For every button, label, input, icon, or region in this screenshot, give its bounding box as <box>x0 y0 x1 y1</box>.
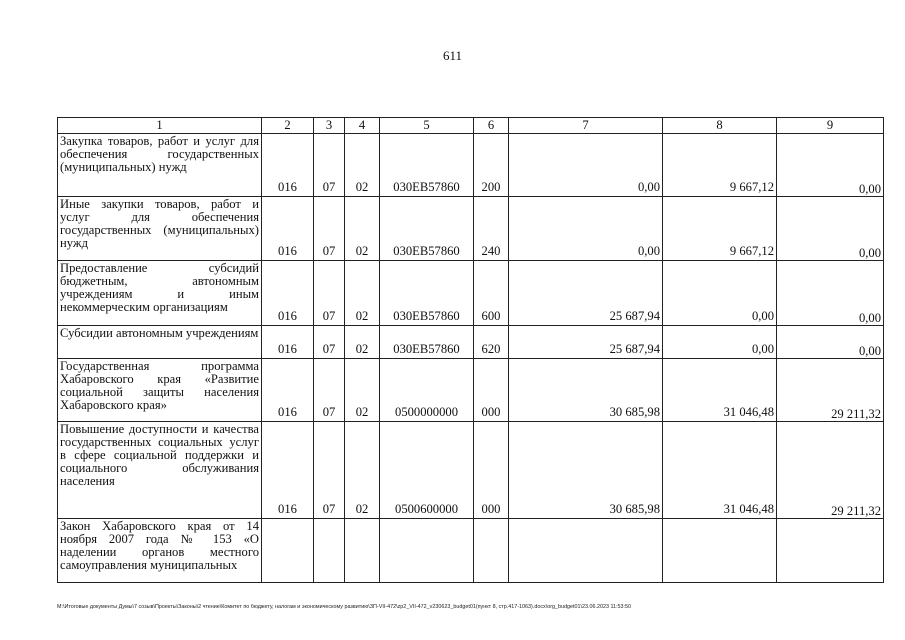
row-name: Закон Хабаровского края от 14 ноября 2007 года № 153 «О наделении органов местного самоуправления муниципальных <box>58 519 262 583</box>
cell-target: 030ЕВ57860 <box>380 261 474 326</box>
cell-amount-7: 30 685,98 <box>509 422 663 519</box>
cell-section: 07 <box>314 261 345 326</box>
cell-subsection: 02 <box>345 261 380 326</box>
row-name: Государственная программа Хабаровского края «Развитие социальной защиты населения Хабаровского края» <box>58 359 262 422</box>
cell-subsection: 02 <box>345 422 380 519</box>
table-row <box>58 422 884 519</box>
column-header: 9 <box>777 118 884 134</box>
table-row <box>58 197 884 261</box>
cell-amount-9: 0,00 <box>777 197 884 261</box>
cell-expense-type: 000 <box>474 422 509 519</box>
cell-target: 0500600000 <box>380 422 474 519</box>
budget-table <box>57 117 884 583</box>
cell-ministry: 016 <box>262 326 314 359</box>
cell-amount-8: 0,00 <box>663 261 777 326</box>
cell-amount-9: 29 211,32 <box>777 422 884 519</box>
cell-section: 07 <box>314 359 345 422</box>
cell-amount-9: 29 211,32 <box>777 359 884 422</box>
table-row <box>58 519 884 583</box>
cell-subsection: 02 <box>345 326 380 359</box>
column-header: 2 <box>262 118 314 134</box>
cell-amount-8: 0,00 <box>663 326 777 359</box>
cell-amount-9: 0,00 <box>777 326 884 359</box>
row-name: Предоставление субсидий бюджетным, автономным учреждениям и иным некоммерческим организациям <box>58 261 262 326</box>
cell-ministry <box>262 519 314 583</box>
cell-subsection <box>345 519 380 583</box>
row-name: Субсидии автономным учреждениям <box>58 326 262 359</box>
column-header: 4 <box>345 118 380 134</box>
page-number: 611 <box>442 48 463 63</box>
cell-amount-7: 0,00 <box>509 197 663 261</box>
column-header: 3 <box>314 118 345 134</box>
cell-section <box>314 519 345 583</box>
cell-target: 030ЕВ57860 <box>380 197 474 261</box>
table-row <box>58 359 884 422</box>
cell-ministry: 016 <box>262 422 314 519</box>
column-header: 1 <box>58 118 262 134</box>
row-name: Повышение доступности и качества государственных социальных услуг в сфере социальной поддержки и социального обслуживания населения <box>58 422 262 519</box>
table-row <box>58 326 884 359</box>
cell-section: 07 <box>314 326 345 359</box>
cell-expense-type <box>474 519 509 583</box>
cell-amount-8 <box>663 519 777 583</box>
cell-amount-7: 30 685,98 <box>509 359 663 422</box>
cell-amount-7: 25 687,94 <box>509 261 663 326</box>
cell-subsection: 02 <box>345 197 380 261</box>
cell-target <box>380 519 474 583</box>
cell-ministry: 016 <box>262 359 314 422</box>
table-header-row <box>58 118 884 134</box>
row-name: Иные закупки товаров, работ и услуг для обеспечения государственных (муниципальных) нужд <box>58 197 262 261</box>
column-header: 7 <box>509 118 663 134</box>
cell-ministry: 016 <box>262 261 314 326</box>
column-header: 5 <box>380 118 474 134</box>
cell-target: 0500000000 <box>380 359 474 422</box>
table-row <box>58 134 884 197</box>
cell-amount-8: 31 046,48 <box>663 422 777 519</box>
cell-ministry: 016 <box>262 134 314 197</box>
cell-amount-9: 0,00 <box>777 261 884 326</box>
cell-expense-type: 600 <box>474 261 509 326</box>
column-header: 8 <box>663 118 777 134</box>
cell-section: 07 <box>314 134 345 197</box>
cell-target: 030ЕВ57860 <box>380 134 474 197</box>
cell-amount-7: 0,00 <box>509 134 663 197</box>
column-header: 6 <box>474 118 509 134</box>
cell-amount-8: 9 667,12 <box>663 197 777 261</box>
cell-amount-9 <box>777 519 884 583</box>
cell-amount-8: 31 046,48 <box>663 359 777 422</box>
cell-subsection: 02 <box>345 359 380 422</box>
cell-section: 07 <box>314 422 345 519</box>
row-name: Закупка товаров, работ и услуг для обеспечения государственных (муниципальных) нужд <box>58 134 262 197</box>
cell-amount-9: 0,00 <box>777 134 884 197</box>
cell-ministry: 016 <box>262 197 314 261</box>
file-path-footer: M:\Итоговые документы Думы\7 созыв\Проекты\Законы\2 чтение\Комитет по бюджету, налогам и экономическому развитию\ЗП-VII-472\zp2_VII-472_v230623_budget01(пункт 8, стр.417-1063).docx\org_budget01\23.06.2023 11:53:50 <box>57 604 632 610</box>
cell-expense-type: 000 <box>474 359 509 422</box>
cell-amount-8: 9 667,12 <box>663 134 777 197</box>
cell-expense-type: 200 <box>474 134 509 197</box>
cell-target: 030ЕВ57860 <box>380 326 474 359</box>
cell-section: 07 <box>314 197 345 261</box>
cell-amount-7 <box>509 519 663 583</box>
cell-amount-7: 25 687,94 <box>509 326 663 359</box>
cell-expense-type: 240 <box>474 197 509 261</box>
cell-subsection: 02 <box>345 134 380 197</box>
table-row <box>58 261 884 326</box>
cell-expense-type: 620 <box>474 326 509 359</box>
